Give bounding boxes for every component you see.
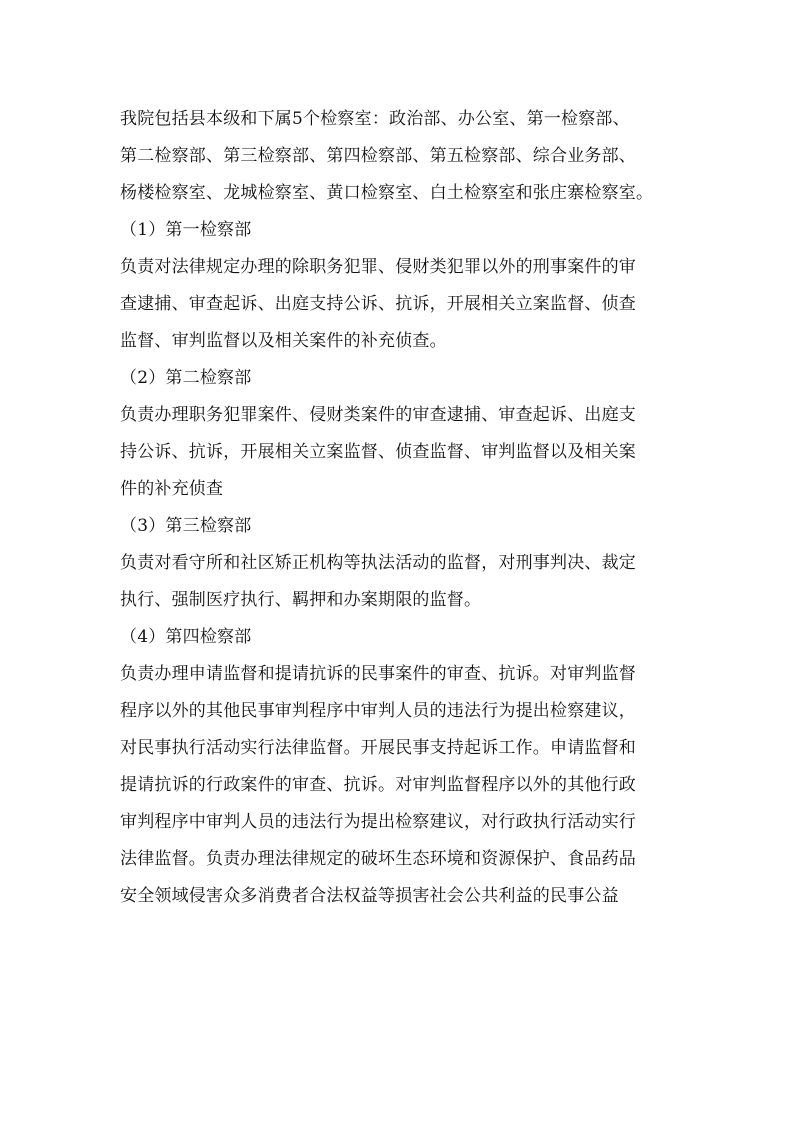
section-4-text-line-4: 提请抗诉的行政案件的审查、抗诉。对审判监督程序以外的其他行政	[120, 775, 636, 795]
section-3-text-line-1: 负责对看守所和社区矫正机构等执法活动的监督，对刑事判决、裁定	[120, 553, 636, 573]
section-heading-2: （2）第二检察部	[120, 368, 252, 388]
section-1-text-line-2: 查逮捕、审查起诉、出庭支持公诉、抗诉，开展相关立案监督、侦查	[120, 294, 636, 314]
section-3-text-line-2: 执行、强制医疗执行、羁押和办案期限的监督。	[120, 590, 482, 610]
section-4-text-line-3: 对民事执行活动实行法律监督。开展民事支持起诉工作。申请监督和	[120, 738, 636, 758]
section-heading-1: （1）第一检察部	[120, 220, 252, 240]
section-heading-3: （3）第三检察部	[120, 516, 252, 536]
section-4-text-line-6: 法律监督。负责办理法律规定的破坏生态环境和资源保护、食品药品	[120, 849, 636, 869]
document-body	[120, 101, 680, 915]
section-1-text-line-3: 监督、审判监督以及相关案件的补充侦查。	[120, 331, 447, 351]
section-4-text-line-7: 安全领域侵害众多消费者合法权益等损害社会公共利益的民事公益	[120, 886, 619, 906]
section-4-text-line-1: 负责办理申请监督和提请抗诉的民事案件的审查、抗诉。对审判监督	[120, 664, 636, 684]
section-2-text-line-1: 负责办理职务犯罪案件、侵财类案件的审查逮捕、审查起诉、出庭支	[120, 405, 636, 425]
section-heading-4: （4）第四检察部	[120, 627, 252, 647]
section-4-text-line-5: 审判程序中审判人员的违法行为提出检察建议，对行政执行活动实行	[120, 812, 636, 832]
section-1-text-line-1: 负责对法律规定办理的除职务犯罪、侵财类犯罪以外的刑事案件的审	[120, 257, 636, 277]
paragraph-intro-line-3: 杨楼检察室、龙城检察室、黄口检察室、白土检察室和张庄寨检察室。	[120, 183, 654, 203]
paragraph-intro-line-2: 第二检察部、第三检察部、第四检察部、第五检察部、综合业务部、	[120, 146, 636, 166]
section-2-text-line-3: 件的补充侦查	[120, 479, 224, 499]
paragraph-intro-line-1: 我院包括县本级和下属5个检察室：政治部、办公室、第一检察部、	[120, 109, 630, 129]
section-4-text-line-2: 程序以外的其他民事审判程序中审判人员的违法行为提出检察建议，	[120, 701, 636, 721]
section-2-text-line-2: 持公诉、抗诉，开展相关立案监督、侦查监督、审判监督以及相关案	[120, 442, 636, 462]
